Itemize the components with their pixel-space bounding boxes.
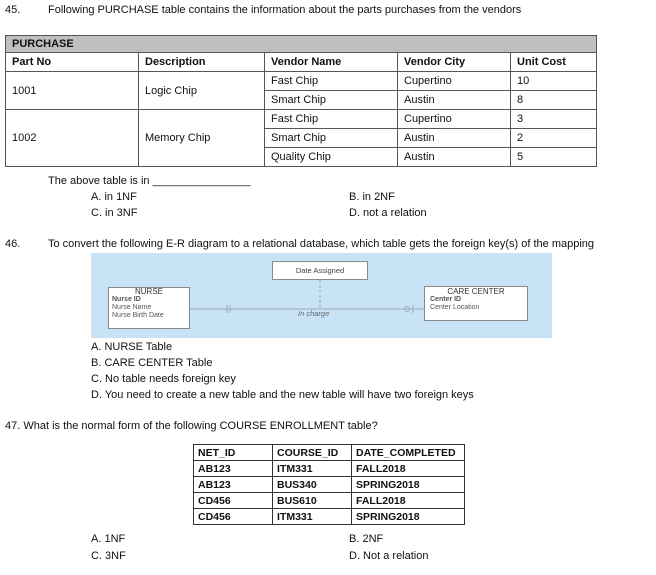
- city-cell: Cupertino: [398, 110, 511, 129]
- purchase-header-vendor-city: Vendor City: [398, 53, 511, 72]
- course-header-date-completed: DATE_COMPLETED: [352, 445, 465, 461]
- nurse-attr: Nurse Birth Date: [112, 312, 164, 319]
- care-center-entity: [424, 286, 528, 321]
- q47-option-d: D. Not a relation: [349, 550, 429, 562]
- purchase-table: [5, 35, 597, 167]
- purchase-header-vendor-name: Vendor Name: [265, 53, 398, 72]
- q46-question: To convert the following E-R diagram to a relational database, which table gets the foreign key(s) of the mapping: [48, 238, 595, 250]
- course-id-cell: BUS340: [273, 477, 352, 493]
- date-completed-cell: FALL2018: [352, 461, 465, 477]
- nurse-attr: Nurse Name: [112, 304, 152, 311]
- table-row: [194, 493, 465, 509]
- vendor-cell: Smart Chip: [265, 91, 398, 110]
- vendor-cell: Fast Chip: [265, 72, 398, 91]
- cost-cell: 5: [511, 148, 597, 167]
- date-completed-cell: SPRING2018: [352, 477, 465, 493]
- nurse-attr: Nurse ID: [112, 296, 141, 303]
- vendor-cell: Fast Chip: [265, 110, 398, 129]
- q47-option-a: A. 1NF: [91, 533, 126, 545]
- nurse-title: NURSE: [134, 287, 163, 296]
- net-id-cell: CD456: [194, 493, 273, 509]
- cost-cell: 2: [511, 129, 597, 148]
- q45-question: Following PURCHASE table contains the information about the parts purchases from the vendors: [48, 4, 522, 16]
- q45-number: 45.: [5, 4, 21, 16]
- table-row: [194, 461, 465, 477]
- course-id-cell: BUS610: [273, 493, 352, 509]
- net-id-cell: AB123: [194, 477, 273, 493]
- part-no-cell: 1002: [6, 110, 139, 167]
- purchase-table-name: PURCHASE: [6, 36, 597, 53]
- course-header-net-id: NET_ID: [194, 445, 273, 461]
- q47-option-b: B. 2NF: [349, 533, 384, 545]
- care-center-attr: Center Location: [430, 304, 480, 311]
- table-row: [194, 509, 465, 525]
- q46-option-b: B. CARE CENTER Table: [91, 357, 213, 369]
- cost-cell: 8: [511, 91, 597, 110]
- table-row: [6, 72, 597, 91]
- net-id-cell: CD456: [194, 509, 273, 525]
- course-header-course-id: COURSE_ID: [273, 445, 352, 461]
- q45-option-a: A. in 1NF: [91, 191, 137, 203]
- nurse-entity: [108, 287, 190, 329]
- city-cell: Cupertino: [398, 72, 511, 91]
- q45-option-d: D. not a relation: [349, 207, 427, 219]
- purchase-header-part-no: Part No: [6, 53, 139, 72]
- description-cell: Memory Chip: [139, 110, 265, 167]
- city-cell: Austin: [398, 129, 511, 148]
- cost-cell: 10: [511, 72, 597, 91]
- q47-question: 47. What is the normal form of the following COURSE ENROLLMENT table?: [5, 420, 378, 432]
- course-id-cell: ITM331: [273, 509, 352, 525]
- care-center-title: CARE CENTER: [447, 287, 505, 296]
- q46-number: 46.: [5, 238, 21, 250]
- care-center-attr: Center ID: [430, 296, 462, 303]
- description-cell: Logic Chip: [139, 72, 265, 110]
- q45-stem: The above table is in ________________: [48, 175, 251, 187]
- q45-option-c: C. in 3NF: [91, 207, 138, 219]
- date-assigned-box: Date Assigned: [272, 261, 368, 280]
- cost-cell: 3: [511, 110, 597, 129]
- date-completed-cell: SPRING2018: [352, 509, 465, 525]
- city-cell: Austin: [398, 91, 511, 110]
- table-row: [6, 110, 597, 129]
- q45-option-b: B. in 2NF: [349, 191, 395, 203]
- vendor-cell: Quality Chip: [265, 148, 398, 167]
- purchase-header-description: Description: [139, 53, 265, 72]
- course-enrollment-table: [193, 444, 465, 525]
- q46-option-d: D. You need to create a new table and the new table will have two foreign keys: [91, 389, 474, 401]
- er-diagram: [91, 253, 552, 338]
- date-completed-cell: FALL2018: [352, 493, 465, 509]
- part-no-cell: 1001: [6, 72, 139, 110]
- table-row: [194, 477, 465, 493]
- net-id-cell: AB123: [194, 461, 273, 477]
- q47-option-c: C. 3NF: [91, 550, 126, 562]
- in-charge-label: In charge: [298, 309, 330, 318]
- q46-option-c: C. No table needs foreign key: [91, 373, 236, 385]
- vendor-cell: Smart Chip: [265, 129, 398, 148]
- purchase-header-unit-cost: Unit Cost: [511, 53, 597, 72]
- q46-option-a: A. NURSE Table: [91, 341, 173, 353]
- city-cell: Austin: [398, 148, 511, 167]
- course-id-cell: ITM331: [273, 461, 352, 477]
